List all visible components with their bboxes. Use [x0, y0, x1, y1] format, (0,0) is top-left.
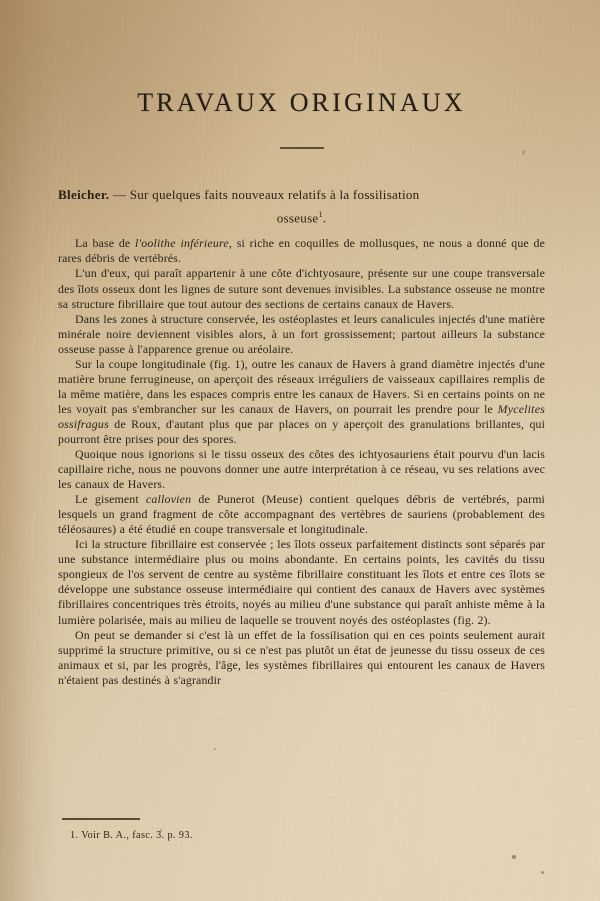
- paragraph: Quoique nous ignorions si le tissu osseux des côtes des ichtyosauriens était pourvu d'un lacis capillaire riche, nous ne pouvons donner une autre interprétation à ce réseau, vu ses relations avec les canaux de Havers.: [58, 447, 545, 492]
- article-title-line2: osseuse: [276, 210, 319, 226]
- footnote-divider-rule: [62, 818, 140, 820]
- footnote-area: [58, 818, 545, 842]
- page-gutter-shadow: [0, 0, 58, 901]
- article-title-line1: Sur quelques faits nouveaux relatifs à la fossilisation: [129, 187, 420, 202]
- page-content: [58, 0, 545, 901]
- title-divider-rule: [280, 147, 324, 149]
- article-body: [58, 236, 545, 687]
- paragraph: Sur la coupe longitudinale (fig. 1), outre les canaux de Havers à grand diamètre injectés d'une matière brune ferrugineuse, on aperçoit des réseaux irréguliers de vaisseaux capillaires remplis de la même matière, dans les espaces compris entre les canaux de Havers. Si en certains points on ne les voyait pas s'embrancher sur les canaux de Havers, on pourrait les prendre pour le Mycelites ossifragus de Roux, d'autant plus que par places on y aperçoit des granulations brillantes, qui pourront être prises pour des spores.: [58, 356, 545, 446]
- footnote-text: 1. Voir B. A., fasc. 3. p. 93.: [70, 829, 193, 841]
- article-title-line2-wrap: osseuse$^1$.: [276, 209, 327, 226]
- footnote-reference-marker: 1: [318, 209, 323, 219]
- article-heading: [58, 185, 545, 227]
- page-title: TRAVAUX ORIGINAUX: [137, 88, 466, 117]
- paragraph: On peut se demander si c'est là un effet de la fossilisation qui en ces points seulement aurait supprimé la structure primitive, ou si ce n'est pas plutôt un état de jeunesse du tissu osseux de ces animaux et si, par les progrès, l'âge, les systèmes fibrillaires qui entourent les canaux de Havers n'étaient pas destinés à s'agrandir: [58, 627, 545, 687]
- paragraph: La base de l'oolithe inférieure, si riche en coquilles de mollusques, ne nous a donné que de rares débris de vertébrés.: [58, 236, 545, 266]
- heading-dash: —: [112, 187, 127, 202]
- paragraph: L'un d'eux, qui paraît appartenir à une côte d'ichtyosaure, présente sur une coupe transversale des îlots osseux dont les lignes de suture sont devenues invisibles. La substance osseuse ne montre sa structure fibrillaire que tout autour des sections de certains canaux de Havers.: [58, 266, 545, 311]
- paragraph: Dans les zones à structure conservée, les ostéoplastes et leurs canalicules injectés d'une matière minérale noire deviennent visibles alors, à un fort grossissement; partout ailleurs la substance osseuse passe à l'apparence grenue ou aréolaire.: [58, 311, 545, 356]
- author-name: Bleicher.: [58, 187, 110, 202]
- paragraph: Le gisement callovien de Punerot (Meuse) contient quelques débris de vertébrés, parmi lesquels un grand fragment de côte accompagnant des vertèbres de sauriens (probablement des téléosaures) a été étudié en coupe transversale et longitudinale.: [58, 492, 545, 537]
- paragraph: Ici la structure fibrillaire est conservée ; les îlots osseux parfaitement distincts sont séparés par une substance intermédiaire plus ou moins abondante. En certains points, les cavités du tissu spongieux de l'os servent de centre au système fibrillaire constituant les îlots et entre ces îlots se développe une substance osseuse intermédiaire qui contient des canaux de Havers avec systèmes fibrillaires concentriques très étroits, noyés au milieu d'une substance qui paraît anhiste même à la lumière polarisée, mais au milieu de laquelle se trouvent noyés des ostéoplastes (fig. 2).: [58, 537, 545, 627]
